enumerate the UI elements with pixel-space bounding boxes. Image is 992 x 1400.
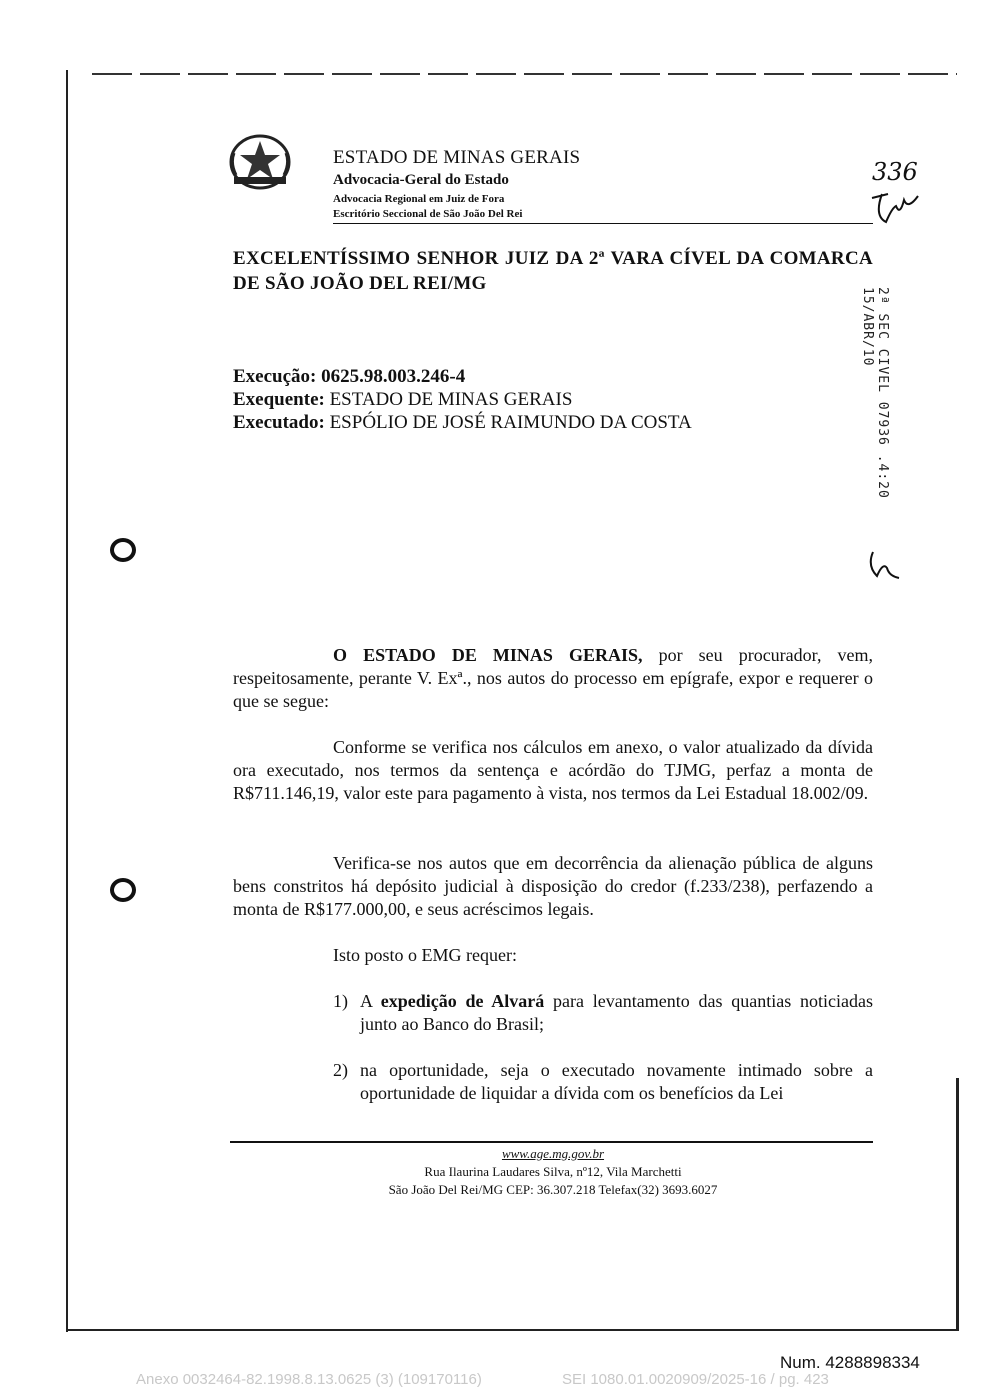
execucao-label: Execução:	[233, 366, 317, 387]
case-execucao	[233, 366, 465, 388]
calculos-text: Conforme se verifica nos cálculos em anexo, o valor atualizado da dívida ora executado, nos termos da sentença e acórdão do TJMG, perfaz a monta de R$711.146,19, valor este para pagamento à vista, nos termos da Lei Estadual 18.002/09.	[233, 737, 873, 803]
footer-rule	[230, 1141, 873, 1143]
list-item-1	[333, 990, 873, 1036]
document-number: Num. 4288898334	[780, 1353, 920, 1372]
list-item-2	[333, 1059, 873, 1105]
execucao-value: 0625.98.003.246-4	[321, 366, 466, 387]
protocol-stamp: 2ª SEC CIVEL 07936 .4:20 15/ABR/10	[860, 287, 890, 499]
addressee-heading: EXCELENTÍSSIMO SENHOR JUIZ DA 2ª VARA CÍVEL DA COMARCA DE SÃO JOÃO DEL REI/MG	[233, 248, 873, 294]
executado-label: Executado:	[233, 412, 325, 433]
header-state-title: ESTADO DE MINAS GERAIS	[333, 147, 581, 168]
list-item-1-number: 1)	[333, 991, 348, 1011]
item1-pre: A	[360, 991, 381, 1011]
bottom-border-line	[66, 1329, 958, 1331]
footer-city: São João Del Rei/MG CEP: 36.307.218 Telefax(32) 3693.6027	[388, 1182, 718, 1197]
coat-of-arms-logo	[228, 133, 292, 191]
paragraph-deposito	[233, 852, 873, 921]
exequente-value: ESTADO DE MINAS GERAIS	[329, 389, 573, 410]
handwritten-signature-mark	[868, 186, 928, 228]
item1-rest: para levantamento das quantias noticiadas junto ao Banco do Brasil;	[360, 991, 873, 1034]
header-agency: Advocacia-Geral do Estado	[333, 172, 509, 188]
list-item-2-number: 2)	[333, 1060, 348, 1080]
intro-text: por seu procurador, vem, respeitosamente, perante V. Exª., nos autos do processo em epígrafe, expor e requerer o que se segue:	[233, 645, 873, 711]
stamp-initials-mark	[865, 548, 905, 582]
watermark-anexo: Anexo 0032464-82.1998.8.13.0625 (3) (109170116)	[136, 1371, 482, 1388]
case-executado	[233, 412, 692, 434]
left-border-line	[66, 70, 68, 1332]
item1-bold: expedição de Alvará	[380, 991, 545, 1011]
punch-hole-icon	[110, 878, 136, 902]
exequente-label: Exequente:	[233, 389, 325, 410]
header-office: Escritório Seccional de São João Del Rei	[333, 208, 523, 220]
footer-website[interactable]: www.age.mg.gov.br	[501, 1146, 605, 1161]
requer-text: Isto posto o EMG requer:	[333, 945, 517, 965]
footer-address: Rua Ilaurina Laudares Silva, nº12, Vila Marchetti	[424, 1164, 682, 1179]
top-border-line	[92, 73, 957, 75]
paragraph-calculos	[233, 736, 873, 805]
right-border-line	[956, 1078, 959, 1331]
item2-text: na oportunidade, seja o executado novamente intimado sobre a oportunidade de liquidar a dívida com os benefícios da Lei	[360, 1060, 873, 1103]
header-rule	[333, 223, 873, 224]
watermark-sei: SEI 1080.01.0020909/2025-16 / pg. 423	[562, 1371, 829, 1388]
paragraph-requer	[233, 944, 873, 967]
deposito-text: Verifica-se nos autos que em decorrência da alienação pública de alguns bens constritos há depósito judicial à disposição do credor (f.233/238), perfazendo a monta de R$177.000,00, e seus acréscimos legais.	[233, 853, 873, 919]
punch-hole-icon	[110, 538, 136, 562]
executado-value: ESPÓLIO DE JOSÉ RAIMUNDO DA COSTA	[329, 412, 692, 433]
intro-bold: O ESTADO DE MINAS GERAIS,	[333, 645, 643, 665]
paragraph-intro	[233, 644, 873, 713]
header-regional: Advocacia Regional em Juiz de Fora	[333, 193, 505, 205]
case-exequente	[233, 389, 572, 411]
handwritten-page-number: 336	[872, 158, 918, 186]
